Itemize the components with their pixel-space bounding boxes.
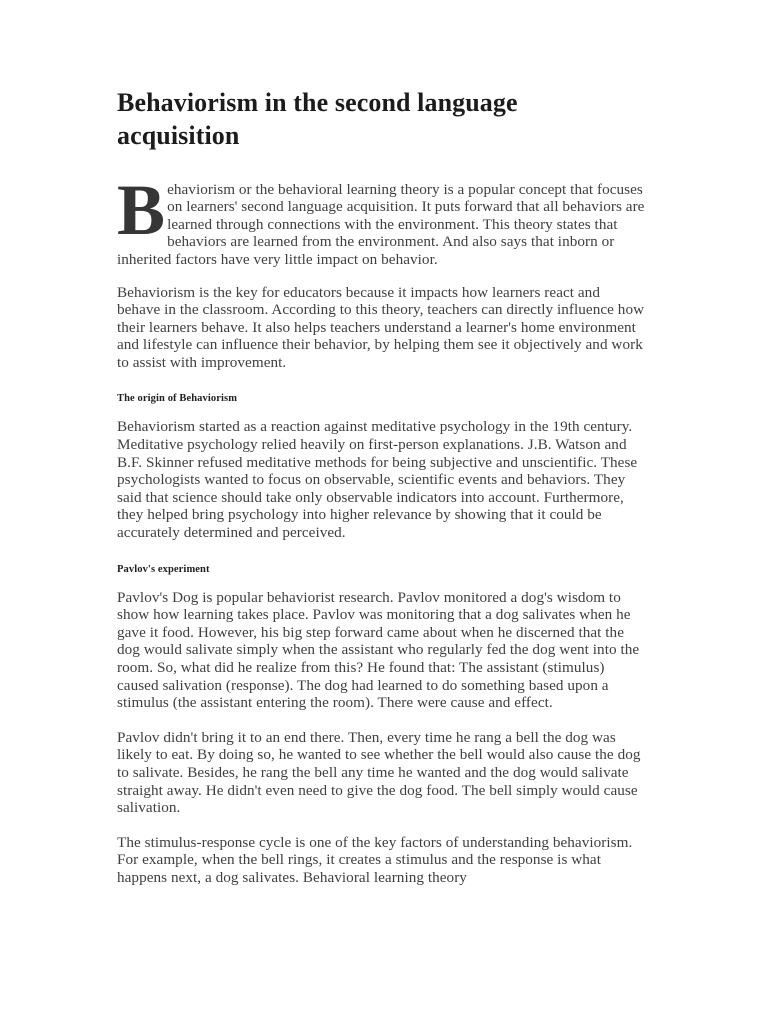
section-pavlov-paragraph-3: The stimulus-response cycle is one of the key factors of understanding behaviorism. For example, when the bell rings, it creates a stimulus and the response is what happens next, a dog salivates. Behavioral learning theory (117, 833, 633, 886)
section-pavlov-paragraph-2: Pavlov didn't bring it to an end there. Then, every time he rang a bell the dog was likely to eat. By doing so, he wanted to see whether the bell would also cause the dog to salivate. Besides, he rang the bell any time he wanted and the dog would salivate straight away. He didn't even need to give the dog food. The bell simply would cause salivation. (117, 728, 641, 817)
section-heading-origin: The origin of Behaviorism (117, 393, 238, 405)
section-pavlovs-experiment (117, 563, 648, 887)
intro-second-paragraph: Behaviorism is the key for educators because it impacts how learners react and behave in the classroom. According to this theory, teachers can directly influence how their learners behave. It also helps teachers understand a learner's home environment and lifestyle can influence their behavior, by helping them see it objectively and work to assist with improvement. (117, 283, 645, 371)
intro-block (117, 169, 647, 372)
section-origin-of-behaviorism (117, 392, 648, 541)
intro-first-paragraph (117, 169, 647, 269)
section-origin-paragraph-1: Behaviorism started as a reaction against meditative psychology in the 19th century. Meditative psychology relied heavily on first-person explanations. J.B. Watson and B.F. Skinner refused meditative methods for being subjective and unscientific. These psychologists wanted to focus on observable, scientific events and behaviors. They said that science should take only observable indicators into account. Furthermore, they helped bring psychology into higher relevance by showing that it could be accurately determined and perceived. (117, 418, 638, 542)
intro-first-paragraph-text: ehaviorism or the behavioral learning theory is a popular concept that focuses on learners' second language acquisition. It puts forward that all behaviors are learned through connections with the environment. This theory states that behaviors are learned from the environment. And also says that inborn or inherited factors have very little impact on behavior. (117, 180, 645, 268)
section-heading-pavlov: Pavlov's experiment (117, 563, 210, 575)
section-pavlov-paragraph-1: Pavlov's Dog is popular behaviorist research. Pavlov monitored a dog's wisdom to show how learning takes place. Pavlov was monitoring that a dog salivates when he gave it food. However, his big step forward came about when he discerned that the dog would salivate simply when the assistant who regularly fed the dog went into the room. So, what did he realize from this? He found that: The assistant (stimulus) caused salivation (response). The dog had learned to do something based upon a stimulus (the assistant entering the room). There were cause and effect. (117, 588, 640, 712)
page-title: Behaviorism in the second language acquisition (117, 88, 518, 151)
drop-cap-letter: B (117, 169, 166, 250)
